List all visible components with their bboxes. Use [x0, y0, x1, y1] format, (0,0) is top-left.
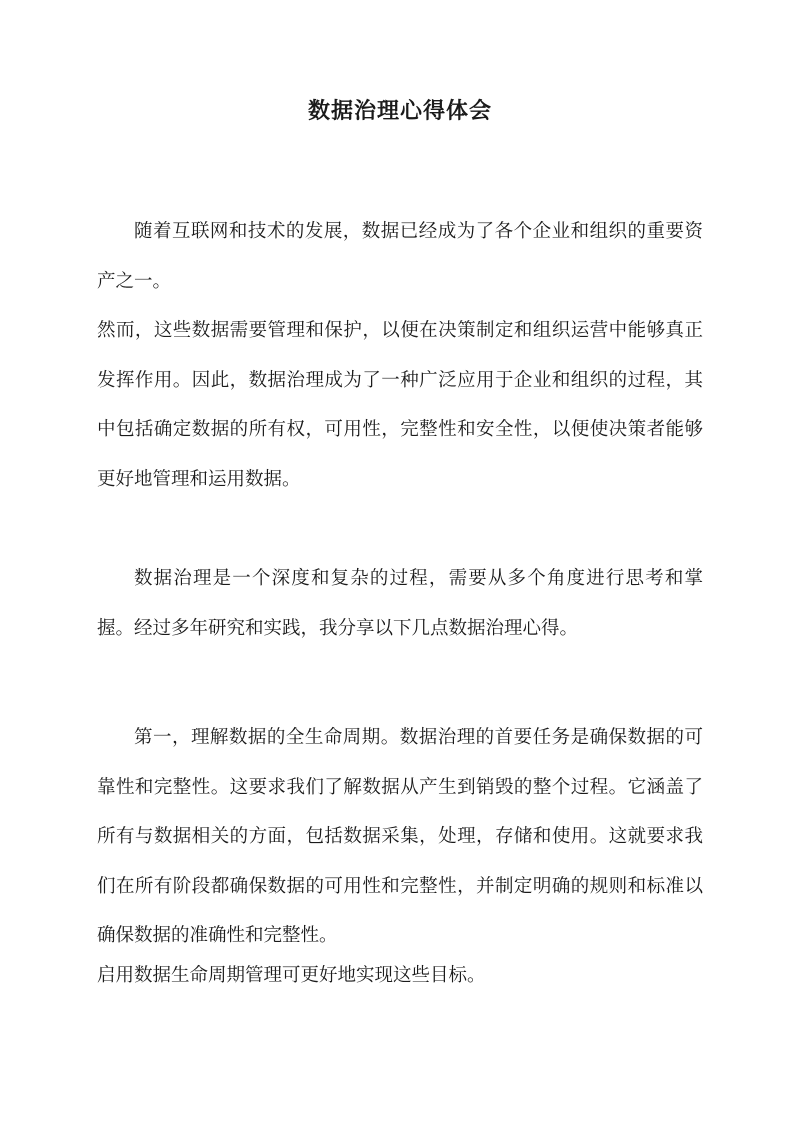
paragraph-lifecycle-management: 启用数据生命周期管理可更好地实现这些目标。 [97, 965, 486, 986]
paragraph-governance-complexity: 数据治理是一个深度和复杂的过程，需要从多个角度进行思考和掌握。经过多年研究和实践，我分享以下几点数据治理心得。 [97, 568, 703, 639]
paragraph-lifecycle: 第一，理解数据的全生命周期。数据治理的首要任务是确保数据的可靠性和完整性。这要求我们了解数据从产生到销毁的整个过程。它涵盖了所有与数据相关的方面，包括数据采集，处理，存储和使用。这就要求我们在所有阶段都确保数据的可用性和完整性，并制定明确的规则和标准以确保数据的准确性和完整性。 [97, 727, 703, 946]
paragraph-governance-purpose: 然而，这些数据需要管理和保护，以便在决策制定和组织运营中能够真正发挥作用。因此，数据治理成为了一种广泛应用于企业和组织的过程，其中包括确定数据的所有权，可用性，完整性和安全性，以便使决策者能够更好地管理和运用数据。 [97, 320, 703, 490]
document-title: 数据治理心得体会 [307, 98, 492, 124]
paragraph-intro: 随着互联网和技术的发展，数据已经成为了各个企业和组织的重要资产之一。 [97, 221, 703, 292]
